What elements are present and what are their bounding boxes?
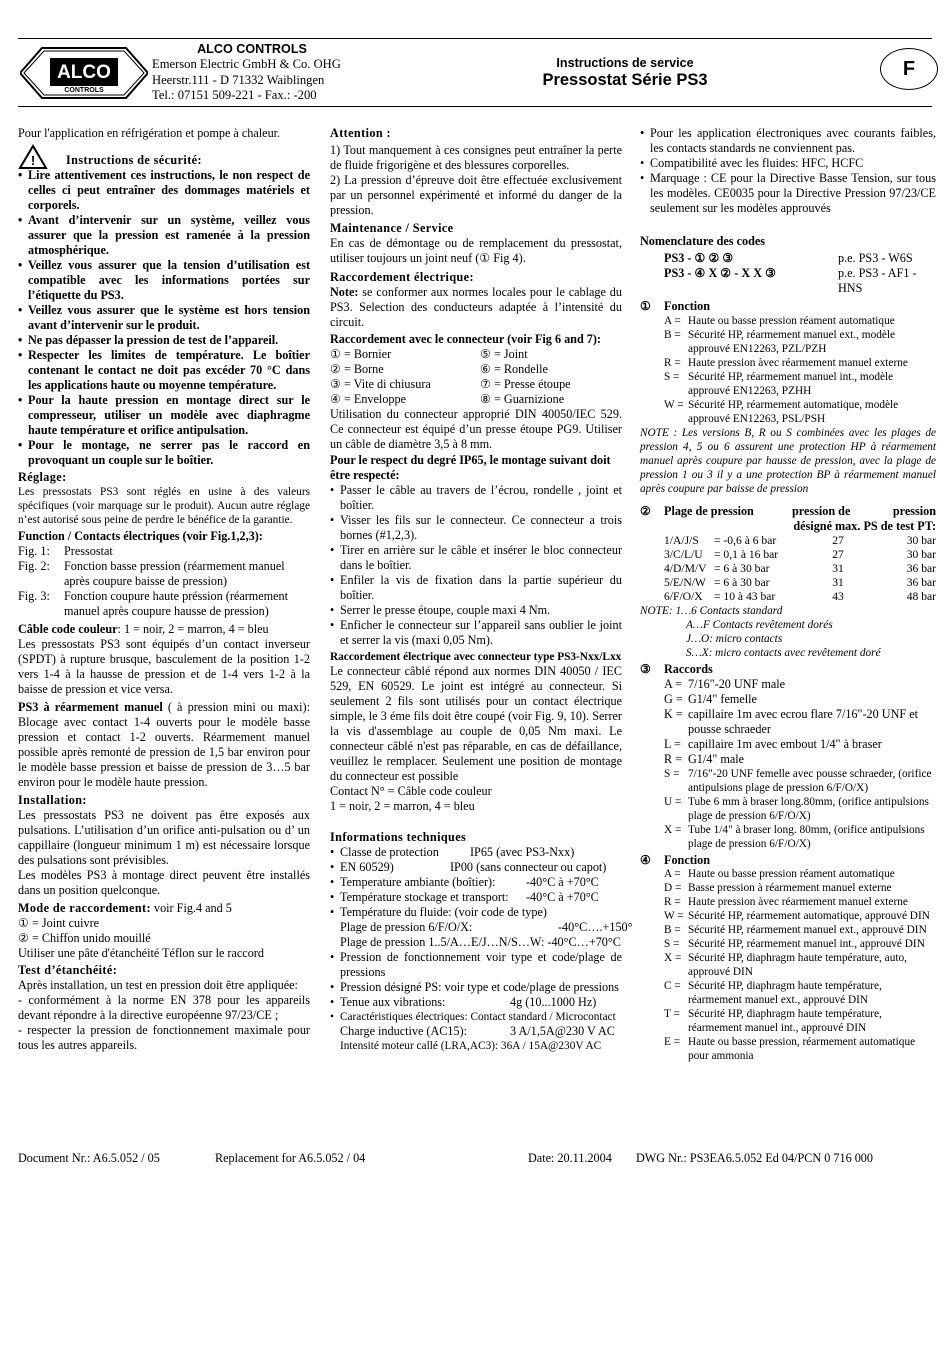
list-item: ⑤ = Joint bbox=[480, 347, 528, 361]
list-item: • Serrer le presse étoupe, couple maxi 4 Nm. bbox=[330, 603, 622, 618]
list-item: ① = Bornier bbox=[330, 347, 392, 361]
logo-text: ALCO bbox=[57, 62, 111, 83]
maint-text: En cas de démontage ou de remplacement du pressostat, utiliser toujours un joint neuf (① Fig 4). bbox=[330, 236, 622, 265]
safety-title: Instructions de sécurité: bbox=[66, 153, 202, 167]
list-item: • Caractéristiques électriques: Contact standard / Microcontact bbox=[330, 1010, 622, 1024]
note-text: Note: se conformer aux normes locales pour le cablage du PS3. Selection des conducteurs adaptée à l’intensité du circuit. bbox=[330, 285, 622, 329]
table-row: 3/C/L/U = 0,1 à 16 bar 27 30 bar bbox=[664, 548, 936, 561]
column-2 bbox=[330, 126, 633, 1053]
list-item: • EN 60529) IP00 (sans connecteur ou capot) bbox=[330, 860, 622, 875]
list-item: W = Sécurité HP, réarmement automatique, modèle approuvé EN12263, PSL/PSH bbox=[664, 399, 899, 425]
install-title: Installation: bbox=[18, 793, 87, 807]
circled-3: ③ bbox=[640, 662, 651, 676]
table-row: 1/A/J/S = -0,6 à 6 bar 27 30 bar bbox=[664, 534, 936, 547]
list-item: X = Tube 1/4" à braser long. 80mm, (orifice antipulsions plage de pression 6/F/O/X) bbox=[664, 824, 925, 850]
function-4-title: Fonction bbox=[664, 853, 711, 867]
test-text: Après installation, un test en pression doit être appliquée: bbox=[18, 978, 298, 992]
ip65-title: Pour le respect du degré IP65, le montage suivant doit être respecté: bbox=[330, 453, 611, 482]
doc-title: Pressostat Série PS3 bbox=[542, 71, 708, 89]
list-item: A = 7/16"-20 UNF male bbox=[664, 677, 786, 691]
list-item: • Marquage : CE pour la Directive Basse Tension, sur tous les modèles. CE0035 pour la Directive Pression 97/23/CE seulement sur les modèles approuvés bbox=[640, 171, 936, 216]
safety-list bbox=[18, 168, 310, 468]
column-3 bbox=[640, 126, 936, 1063]
list-item: • Tirer en arrière sur le câble et insérer le bloc connecteur dans le boîtier. bbox=[330, 543, 622, 573]
function-1-note: NOTE : Les versions B, R ou S combinées avec les plages de pression 4, 5 ou 6 assurent une protection HP à réarmement manuel après coupure par hausse de pression, avec la plage de pression 1 ou 3 il y a une protection BP à réarmement manuel après coupure par baisse de pression bbox=[640, 427, 936, 495]
safety-heading bbox=[18, 144, 310, 170]
nxx-text-2: Contact N° = Câble code couleur bbox=[330, 784, 492, 798]
address-line: Heerstr.111 - D 71332 Waiblingen bbox=[152, 72, 325, 87]
list-item: R = Haute pression àvec réarmement manuel externe bbox=[664, 357, 908, 369]
list-item: • Respecter les limites de température. Le boîtier contenant le contact ne doit pas excéder 70 °C dans les applications haute ou moyenne température. bbox=[18, 348, 310, 393]
function-4-section bbox=[640, 853, 936, 1063]
list-item: • Temperature ambiante (boîtier): -40°C à +70°C bbox=[330, 875, 622, 890]
doc-type: Instructions de service bbox=[556, 56, 694, 70]
col3-bullets bbox=[640, 126, 936, 216]
list-item: T = Sécurité HP, diaphragm haute température, réarmement manuel int., approuvé DIN bbox=[664, 1008, 882, 1034]
circled-2: ② bbox=[640, 504, 651, 518]
pressure-note-item: S…X: micro contacts avec revêtement doré bbox=[686, 647, 881, 659]
mode-item: ① = Joint cuivre bbox=[18, 916, 100, 930]
list-item: • Avant d’intervenir sur un système, veillez vous assurer que la pression est ramenée à la pression atmosphérique. bbox=[18, 213, 310, 258]
attention-text: 2) La pression d’épreuve doit être effectuée exclusivement par un personnel expérimenté et informé du danger de la pression. bbox=[330, 173, 622, 217]
mode-item: ② = Chiffon unido mouillé bbox=[18, 931, 151, 945]
fluid-range-2: Plage de pression 1..5/A…E/J…N/S…W: -40°C…+70°C bbox=[340, 935, 621, 949]
list-item: • Température du fluide: (voir code de type) bbox=[330, 905, 622, 920]
footer-replacement: Replacement for A6.5.052 / 04 bbox=[215, 1151, 366, 1165]
column-1 bbox=[18, 126, 310, 1053]
nxx-title: Raccordement électrique avec connecteur type PS3-Nxx/Lxx bbox=[330, 651, 622, 663]
list-item: • Passer le câble au travers de l’écrou, rondelle , joint et boîtier. bbox=[330, 483, 622, 513]
list-item: • Lire attentivement ces instructions, le non respect de celles ci peut entraîner des dommages matériels et corporels. bbox=[18, 168, 310, 213]
list-item: A = Haute ou basse pression réament automatique bbox=[664, 315, 895, 327]
pressure-note: NOTE: 1…6 Contacts standard bbox=[640, 605, 783, 617]
footer-doc-number: Document Nr.: A6.5.052 / 05 bbox=[18, 1151, 160, 1165]
function-1-section bbox=[640, 299, 936, 496]
nomenclature-row: PS3 - ① ② ③ p.e. PS3 - W6S bbox=[664, 251, 913, 265]
list-item: • Veillez vous assurer que le système est hors tension avant d’intervenir sur le produit. bbox=[18, 303, 310, 333]
list-item: • Visser les fils sur le connecteur. Ce connecteur a trois bornes (#1,2,3). bbox=[330, 513, 622, 543]
list-item: B = Sécurité HP, réarmement manuel ext., approuvé DIN bbox=[664, 924, 927, 936]
list-item: Fig. 2: Fonction basse pression (réarmement manuel après coupure baisse de pression) bbox=[18, 559, 285, 588]
list-item: Fig. 1: Pressostat bbox=[18, 544, 113, 558]
list-item: • Température stockage et transport: -40°C à +70°C bbox=[330, 890, 622, 905]
install-text-2: Les modèles PS3 à montage direct peuvent être installés dans un position quelconque. bbox=[18, 868, 310, 897]
nxx-text-3: 1 = noir, 2 = marron, 4 = bleu bbox=[330, 799, 475, 813]
test-text: - respecter la pression de fonctionnement maximale pour tous les autres appareils. bbox=[18, 1023, 310, 1052]
list-item: ④ = Enveloppe bbox=[330, 392, 407, 406]
list-item: • Enfiler la vis de fixation dans la partie supérieur du boîtier. bbox=[330, 573, 622, 603]
warning-icon bbox=[18, 144, 48, 170]
list-item: W = Sécurité HP, réarmement automatique, approuvé DIN bbox=[664, 910, 930, 922]
list-item: R = Haute pression àvec réarmement manuel externe bbox=[664, 896, 908, 908]
footer-dwg: DWG Nr.: PS3EA6.5.052 Ed 04/PCN 0 716 000 bbox=[636, 1151, 873, 1165]
list-item: R = G1/4" male bbox=[664, 752, 745, 766]
pressure-note-item: A…F Contacts revêtement dorés bbox=[686, 619, 833, 631]
address-line: Tel.: 07151 509-221 - Fax.: -200 bbox=[152, 88, 317, 103]
reglage-text: Les pressostats PS3 sont réglés en usine à des valeurs spécifiques (voir marquage sur le produit). Aucun autre réglage n’est autorisé sous peine de perdre le bénéfice de la garantie. bbox=[18, 486, 310, 526]
alco-logo bbox=[20, 44, 148, 102]
elec-title: Raccordement électrique: bbox=[330, 270, 474, 284]
list-item: S = 7/16"-20 UNF femelle avec pousse schraeder, (orifice antipulsions plage de pression 6/F/O/X) bbox=[664, 768, 932, 794]
list-item: • Pour le montage, ne serrer pas le raccord en provoquant un couple sur le boîtier. bbox=[18, 438, 310, 468]
attention-text: 1) Tout manquement à ces consignes peut entraîner la perte de fluide frigorigène et des blessures corporelles. bbox=[330, 143, 622, 172]
footer-date: Date: 20.11.2004 bbox=[528, 1151, 612, 1165]
header-bottom-rule bbox=[18, 106, 932, 107]
fluid-range-1: Plage de pression 6/F/O/X: -40°C….+150° bbox=[340, 920, 633, 934]
intro-text: Pour l'application en réfrigération et pompe à chaleur. bbox=[18, 126, 281, 140]
list-item: • Classe de protection IP65 (avec PS3-Nxx) bbox=[330, 845, 622, 860]
table-row: 4/D/M/V = 6 à 30 bar 31 36 bar bbox=[664, 562, 936, 575]
tech-title: Informations techniques bbox=[330, 830, 467, 844]
pressure-note-item: J…O: micro contacts bbox=[686, 633, 783, 645]
maint-title: Maintenance / Service bbox=[330, 221, 454, 235]
list-item: • Ne pas dépasser la pression de test de l’appareil. bbox=[18, 333, 310, 348]
nxx-text: Le connecteur câblé répond aux normes DIN 40050 / IEC 529, EN 60529. Le joint est intégré au connecteur. Si seulement 2 fils sont utilisés pour un contact électrique simple, le 3 éme fils doit être coupé (voir Fig. 9, 10). Serrer la vis d'assemblage au couple de 0,05 Nm maxi. Le connecteur câblé n'est pas réparable, en cas de défaillance, veuillez le remplacer. Seulement une position de montage du connecteur est possible bbox=[330, 664, 622, 783]
list-item: U = Tube 6 mm à braser long.80mm, (orifice antipulsions plage de pression 6/F/O/X) bbox=[664, 796, 929, 822]
reglage-title: Réglage: bbox=[18, 470, 67, 484]
list-item: • Pression désigné PS: voir type et code/plage de pressions bbox=[330, 980, 622, 995]
list-item: K = capillaire 1m avec ecrou flare 7/16"-20 UNF et pousse schraeder bbox=[664, 707, 919, 736]
list-item: ② = Borne bbox=[330, 362, 384, 376]
pressure-header: désigné max. PS de test PT: bbox=[793, 519, 936, 533]
test-title: Test d’étanchéité: bbox=[18, 963, 118, 977]
pressure-range-section: ② Plage de pression pression de pression désigné max. PS de test PT: 1/A/J/S = -0,6 à 6 bar 27 30 bar 3/C/L/U = 0,1 à 16 bar 27 30 bar 4/D/M/V = 6 à 30 bar 31 36 bar 5/E/N/W = 6 à 30 bar 31 36 bar 6/F/O/X = 10 à 43 bar 43 48 bar NOTE: 1…6 Contacts standard A…F Contacts revêtement dorés J…O: micro contacts S…X: micro contacts avec revêtement doré bbox=[640, 504, 936, 659]
pressure-table bbox=[664, 534, 936, 604]
tech-list bbox=[330, 845, 622, 920]
cable-code: Câble code couleur: 1 = noir, 2 = marron, 4 = bleu bbox=[18, 622, 269, 636]
list-item: L = capillaire 1m avec embout 1/4" à braser bbox=[664, 737, 882, 751]
list-item: A = Haute ou basse pression réament automatique bbox=[664, 868, 895, 880]
function-title: Function / Contacts électriques (voir Fig.1,2,3): bbox=[18, 529, 263, 543]
test-text: - conformément à la norme EN 378 pour les appareils devant répondre à la directive européenne 97/23/CE ; bbox=[18, 993, 310, 1022]
list-item: B = Sécurité HP, réarmement manuel ext., modèle approuvé EN12263, PZL/PZH bbox=[664, 329, 896, 355]
company-address bbox=[152, 42, 352, 104]
conn-items bbox=[330, 347, 622, 407]
list-item: • Pour la haute pression en montage direct sur le compresseur, utiliser un modèle avec diaphragme haute température et orifice antipulsation. bbox=[18, 393, 310, 438]
svg-text:!: ! bbox=[30, 153, 36, 168]
list-item: ③ = Vite di chiusura bbox=[330, 377, 431, 391]
pressure-range-title: Plage de pression bbox=[664, 504, 754, 518]
mode-heading: Mode de raccordement: voir Fig.4 and 5 bbox=[18, 901, 232, 915]
function-1-title: Fonction bbox=[664, 299, 711, 313]
spdt-text: Les pressostats PS3 sont équipés d’un contact inverseur (SPDT) à rupture brusque, basculement de la position 1-2 vers 1-4 à la hausse de pression et de 1-4 vers 1-2 à la baisse de pression et vice versa. bbox=[18, 637, 310, 696]
function-4-list bbox=[640, 867, 936, 1063]
list-item: • Compatibilité avec les fluides: HFC, HCFC bbox=[640, 156, 936, 171]
raccords-list bbox=[640, 677, 936, 851]
list-item: ⑥ = Rondelle bbox=[480, 362, 548, 376]
table-row: 5/E/N/W = 6 à 30 bar 31 36 bar bbox=[664, 576, 936, 589]
fig-list bbox=[18, 544, 310, 619]
table-row: 6/F/O/X = 10 à 43 bar 43 48 bar bbox=[664, 590, 936, 603]
language-badge: F bbox=[880, 48, 938, 90]
function-1-list bbox=[640, 314, 936, 426]
charge-line: Charge inductive (AC15): 3 A/1,5A@230 V AC bbox=[340, 1024, 615, 1038]
list-item: • Tenue aux vibrations: 4g (10...1000 Hz) bbox=[330, 995, 622, 1010]
list-item: • Pour les application électroniques avec courants faibles, les contacts standards ne conviennent pas. bbox=[640, 126, 936, 156]
circled-4: ④ bbox=[640, 853, 651, 867]
ip65-list bbox=[330, 483, 622, 648]
attention-title: Attention : bbox=[330, 126, 391, 140]
circled-1: ① bbox=[640, 299, 651, 313]
tech-list-2 bbox=[330, 950, 622, 1024]
list-item: ⑧ = Guarnizione bbox=[480, 392, 565, 406]
list-item: ⑦ = Presse étoupe bbox=[480, 377, 571, 391]
list-item: • Pression de fonctionnement voir type et code/plage de pressions bbox=[330, 950, 622, 980]
list-item: S = Sécurité HP, réarmement manuel int., modèle approuvé EN12263, PZHH bbox=[664, 371, 894, 397]
header-top-rule bbox=[18, 38, 932, 39]
manuel-text: PS3 à réarmement manuel ( à pression mini ou maxi): Blocage avec contact 1-4 ouverts pour le modèle basse pression et contact 1-2 ouverts. Réarmement manuel possible après remonté de pression de 1,5 bar environ pour le modèle basse pression et baisse de pression de 3…5 bar environ pour le modèle haute pression. bbox=[18, 700, 310, 789]
list-item: X = Sécurité HP, diaphragm haute température, auto, approuvé DIN bbox=[664, 952, 907, 978]
nomenclature-row: PS3 - ④ X ② - X X ③ p.e. PS3 - AF1 - HNS bbox=[664, 266, 917, 295]
raccords-section bbox=[640, 662, 936, 851]
list-item: E = Haute ou basse pression, réarmement automatique pour ammonia bbox=[664, 1036, 916, 1062]
list-item: • Enficher le connecteur sur l’appareil sans oublier le joint et serrer la vis (maxi 0,05 Nm). bbox=[330, 618, 622, 648]
list-item: S = Sécurité HP, réarmement manuel int., approuvé DIN bbox=[664, 938, 925, 950]
nomenclature-title: Nomenclature des codes bbox=[640, 234, 766, 248]
conn-title: Raccordement avec le connecteur (voir Fig 6 and 7): bbox=[330, 332, 601, 346]
intens-line: Intensité moteur callé (LRA,AC3): 36A / 15A@230V AC bbox=[340, 1040, 602, 1052]
document-title bbox=[505, 56, 745, 88]
list-item: Fig. 3: Fonction coupure haute préssion (réarmement manuel après coupure hausse de pression) bbox=[18, 589, 289, 618]
list-item: C = Sécurité HP, diaphragm haute température, réarmement manuel ext., approuvé DIN bbox=[664, 980, 882, 1006]
list-item: • Veillez vous assurer que la tension d’utilisation est compatible avec les informations portées sur l’étiquette du PS3. bbox=[18, 258, 310, 303]
address-line: Emerson Electric GmbH & Co. OHG bbox=[152, 57, 341, 72]
mode-item: Utiliser une pâte d'étanchéité Téflon sur le raccord bbox=[18, 946, 264, 960]
company-name: ALCO CONTROLS bbox=[197, 42, 307, 56]
install-text: Les pressostats PS3 ne doivent pas être exposés aux pulsations. L’utilisation d’un orifice anti-pulsation ou d’ un cappillaire (longueur minimum 1 m) est nécessaire lorsque des pulsations sont prévisibles. bbox=[18, 808, 310, 867]
raccords-title: Raccords bbox=[664, 662, 713, 676]
list-item: G = G1/4" femelle bbox=[664, 692, 757, 706]
list-item: D = Basse pression à réarmement manuel externe bbox=[664, 882, 892, 894]
logo-subtext: CONTROLS bbox=[64, 87, 104, 94]
conn-text: Utilisation du connecteur approprié DIN 40050/IEC 529. Ce connecteur est équipé d’un presse étoupe PG9. Utiliser un câble de diamètre 3,5 à 8 mm. bbox=[330, 407, 622, 451]
